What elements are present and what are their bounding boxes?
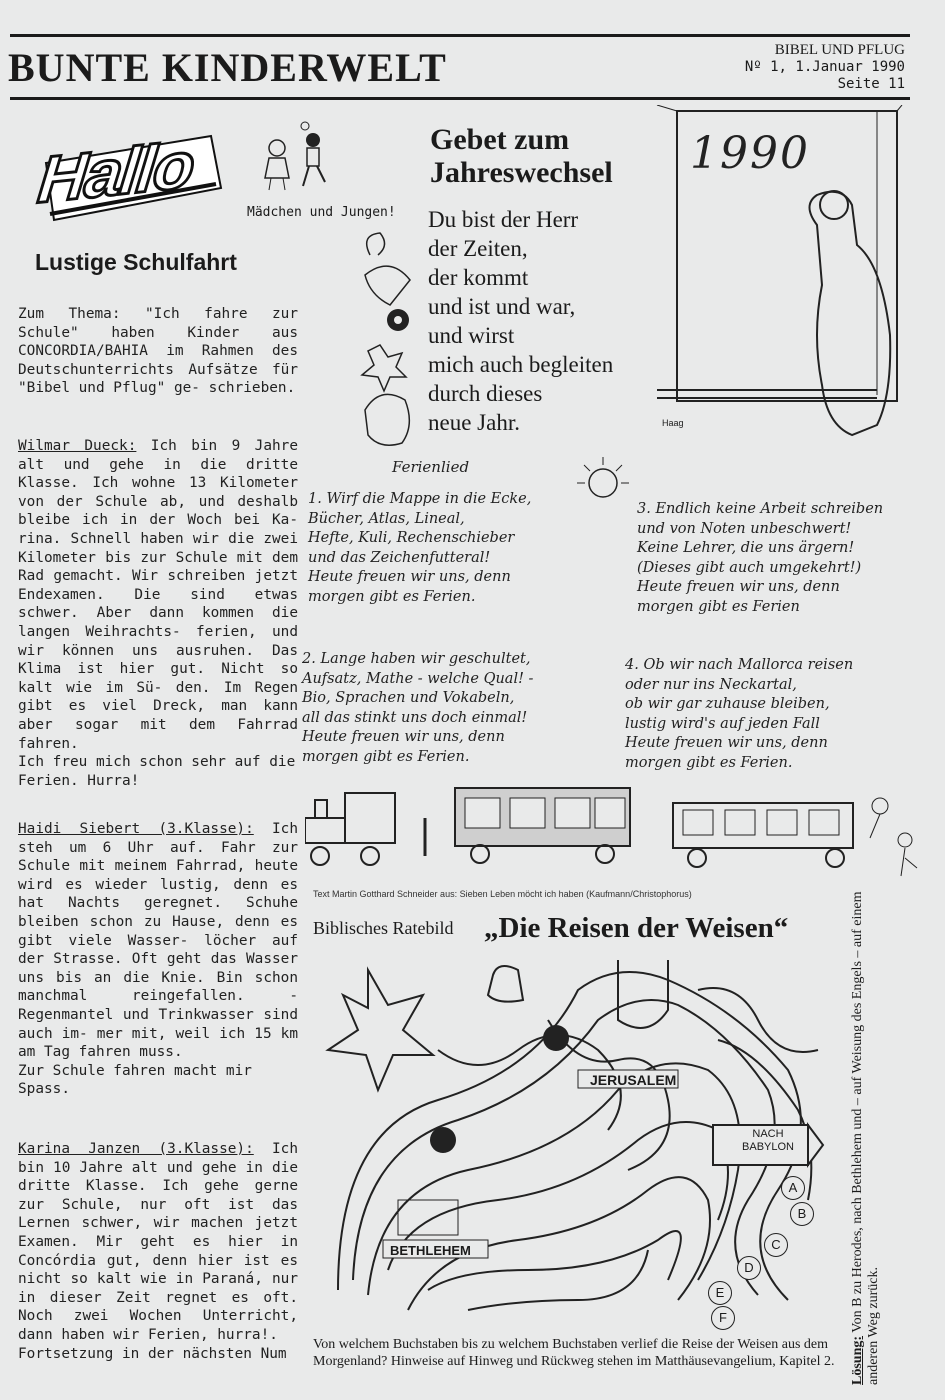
masthead-title: BUNTE KINDERWELT xyxy=(8,45,447,90)
publication-name: BIBEL UND PFLUG xyxy=(774,42,905,58)
verse-line: lustig wird's auf jeden Fall xyxy=(625,715,820,732)
babylon-sign xyxy=(738,1128,798,1154)
verse-2 xyxy=(302,650,533,768)
gebet-line: der kommt xyxy=(428,265,529,290)
intro-paragraph: Zum Thema: "Ich fahre zur Schule" haben Kinder aus CONCORDIA/BAHIA im Rahmen des Deutschunterrichts Aufsätze für "Bibel und Pflug" ge- schrieben. xyxy=(18,306,298,397)
babylon-sign-line2: BABYLON xyxy=(742,1141,794,1153)
maze-letter-d: D xyxy=(737,1256,761,1280)
sun-icon xyxy=(572,455,634,510)
wilmar-article xyxy=(18,437,298,790)
verse-line: Heute freuen wir uns, denn xyxy=(637,579,840,596)
gebet-line: Du bist der Herr xyxy=(428,207,579,232)
gebet-title xyxy=(430,123,613,189)
gebet-line: und ist und war, xyxy=(428,294,576,319)
header-rule-top xyxy=(10,34,910,37)
ratebild-lead: Biblisches Ratebild xyxy=(313,918,454,938)
continue-note: Fortsetzung in der nächsten Num xyxy=(18,1345,287,1362)
haidi-article xyxy=(18,820,298,1099)
verse-line: ob wir gar zuhause bleiben, xyxy=(625,696,830,713)
gebet-line: neue Jahr. xyxy=(428,410,520,435)
verse-line: morgen gibt es Ferien. xyxy=(308,588,476,605)
gebet-title-line2: Jahreswechsel xyxy=(430,156,613,189)
gebet-poem xyxy=(428,205,613,437)
karina-article xyxy=(18,1140,298,1363)
verse-line: Bücher, Atlas, Lineal, xyxy=(308,510,465,527)
solution-label: Lösung: xyxy=(850,1335,865,1385)
gebet-line: mich auch begleiten xyxy=(428,352,614,377)
verse-line: und das Zeichenfutteral! xyxy=(308,549,491,566)
haidi-end: Zur Schule fahren macht mir Spass. xyxy=(18,1062,252,1098)
verse-line: Hefte, Kuli, Rechenschieber xyxy=(308,530,515,547)
train-illustration xyxy=(305,778,925,886)
verse-line: morgen gibt es Ferien. xyxy=(625,754,793,771)
maze-letter-c: C xyxy=(764,1233,788,1257)
verse-4 xyxy=(625,656,853,774)
gebet-line: durch dieses xyxy=(428,381,543,406)
babylon-sign-line1: NACH xyxy=(752,1128,784,1140)
verse-line: (Dieses gibt auch umgekehrt!) xyxy=(637,559,862,576)
verse-3 xyxy=(637,500,883,618)
verse-line: Heute freuen wir uns, denn xyxy=(308,569,511,586)
ratebild-solution xyxy=(850,865,882,1385)
bethlehem-label: BETHLEHEM xyxy=(390,1243,471,1258)
verse-line: morgen gibt es Ferien. xyxy=(302,748,470,765)
verse-line: und von Noten unbeschwert! xyxy=(637,520,852,537)
schulfahrt-title: Lustige Schulfahrt xyxy=(35,249,237,275)
maze-letter-f: F xyxy=(711,1306,735,1330)
hallo-logo: Hallo xyxy=(34,127,197,217)
verse-line: 2. Lange haben wir geschultet, xyxy=(302,651,531,667)
jerusalem-label: JERUSALEM xyxy=(590,1072,677,1088)
karina-name: Karina Janzen (3.Klasse): xyxy=(18,1141,254,1157)
issue-info xyxy=(745,42,905,93)
song-credit: Text Martin Gotthard Schneider aus: Sieben Leben möcht ich haben (Kaufmann/Christophorus) xyxy=(313,889,692,899)
maze-letter-b: B xyxy=(790,1202,814,1226)
verse-line: all das stinkt uns doch einmal! xyxy=(302,709,528,726)
gebet-line: und wirst xyxy=(428,323,515,348)
verse-line: morgen gibt es Ferien xyxy=(637,598,800,615)
maze-letter-a: A xyxy=(781,1176,805,1200)
verse-line: Aufsatz, Mathe - welche Qual! - xyxy=(302,670,534,687)
verse-line: Bio, Sprachen und Vokabeln, xyxy=(302,690,515,707)
karina-text: Ich bin 10 Jahre alt und gehe in die dritte Klasse. Ich gehe gerne zur Schule, nur oft ist das Lernen schwer, wir machen jetzt Examen. Mir geht es hier in Concórdia gut, denn hier ist es nicht so kalt wie in Paraná, nur in dieser Zeit regnet es oft. Noch zwei Wochen Unterricht, dann haben wir Ferien, hurra!. xyxy=(18,1141,298,1343)
haidi-text: Ich steh um 6 Uhr auf. Fahr zur Schule mit meinem Fahrrad, heute wird es wieder lustig, denn es hat Nachts geregnet. Schuhe bleiben schon zu Hause, denn es gibt viele Wasser- löcher auf der Strasse. Oft geht das Wasser uns bis an die Knie. Bin schon manchmal reingefallen. - Regenmantel und Trinkwasser sind auch im- mer mit, weil ich 15 km am Tag fahren muss. xyxy=(18,821,298,1061)
verse-line: 4. Ob wir nach Mallorca reisen xyxy=(625,657,854,673)
verse-line: Heute freuen wir uns, denn xyxy=(625,735,828,752)
artist-credit: Haag xyxy=(662,418,684,428)
greeting-text: Mädchen und Jungen! xyxy=(247,205,396,220)
girl-boy-drawing xyxy=(255,118,330,193)
haidi-name: Haidi Siebert (3.Klasse): xyxy=(18,821,254,837)
gebet-title-line1: Gebet zum xyxy=(430,123,570,156)
verse-1 xyxy=(308,490,531,608)
year-text: 1990 xyxy=(690,128,810,179)
verse-line: 1. Wirf die Mappe in die Ecke, xyxy=(308,491,532,507)
ratebild-title: „Die Reisen der Weisen“ xyxy=(484,912,789,944)
verse-line: 3. Endlich keine Arbeit schreiben xyxy=(637,501,884,517)
ratebild-question: Von welchem Buchstaben bis zu welchem Buchstaben verlief die Reise der Weisen aus dem Morgenland? Hinweise auf Hinweg und Rückweg stehen im Matthäusevangelium, Kapitel 2. xyxy=(313,1337,835,1369)
issue-number: Nº 1, 1.Januar 1990 xyxy=(744,59,905,75)
gebet-line: der Zeiten, xyxy=(428,236,528,261)
ferienlied-title: Ferienlied xyxy=(392,458,470,476)
verse-line: Heute freuen wir uns, denn xyxy=(302,729,505,746)
wilmar-name: Wilmar Dueck: xyxy=(18,438,137,454)
verse-line: Keine Lehrer, die uns ärgern! xyxy=(637,540,855,557)
header-rule-bottom xyxy=(10,97,910,100)
toys-drawing xyxy=(340,225,430,460)
page-number: Seite 11 xyxy=(837,76,905,92)
wilmar-text: Ich bin 9 Jahre alt und gehe in die dritte Klasse. Ich wohne 13 Kilometer von der Schule ab, und deshalb bleibe ich in der Woch bei Ka- rina. Schnell haben wir die zwei Kilometer bis zur Schule mit dem Rad gemacht. Wir schreiben jetzt Endexamen. Die sind etwas schwer. Aber dann kommen die langen Weihrachts- ferien, und wir können uns ausruhen. Das Klima ist hier gut. Nicht so kalt wie im Sü- den. Im Regen gibt es viel Dreck, man kann aber sogar mit dem Fahrrad fahren. xyxy=(18,438,299,752)
schulfahrt-intro xyxy=(18,305,298,398)
solution-text: Von B zu Herodes, nach Bethlehem und – auf Weisung des Engels – auf einem anderen Weg zurück. xyxy=(850,891,881,1385)
wilmar-end: Ich freu mich schon sehr auf die Ferien. Hurra! xyxy=(18,754,296,789)
maze-letter-e: E xyxy=(708,1281,732,1305)
verse-line: oder nur ins Neckartal, xyxy=(625,676,797,693)
